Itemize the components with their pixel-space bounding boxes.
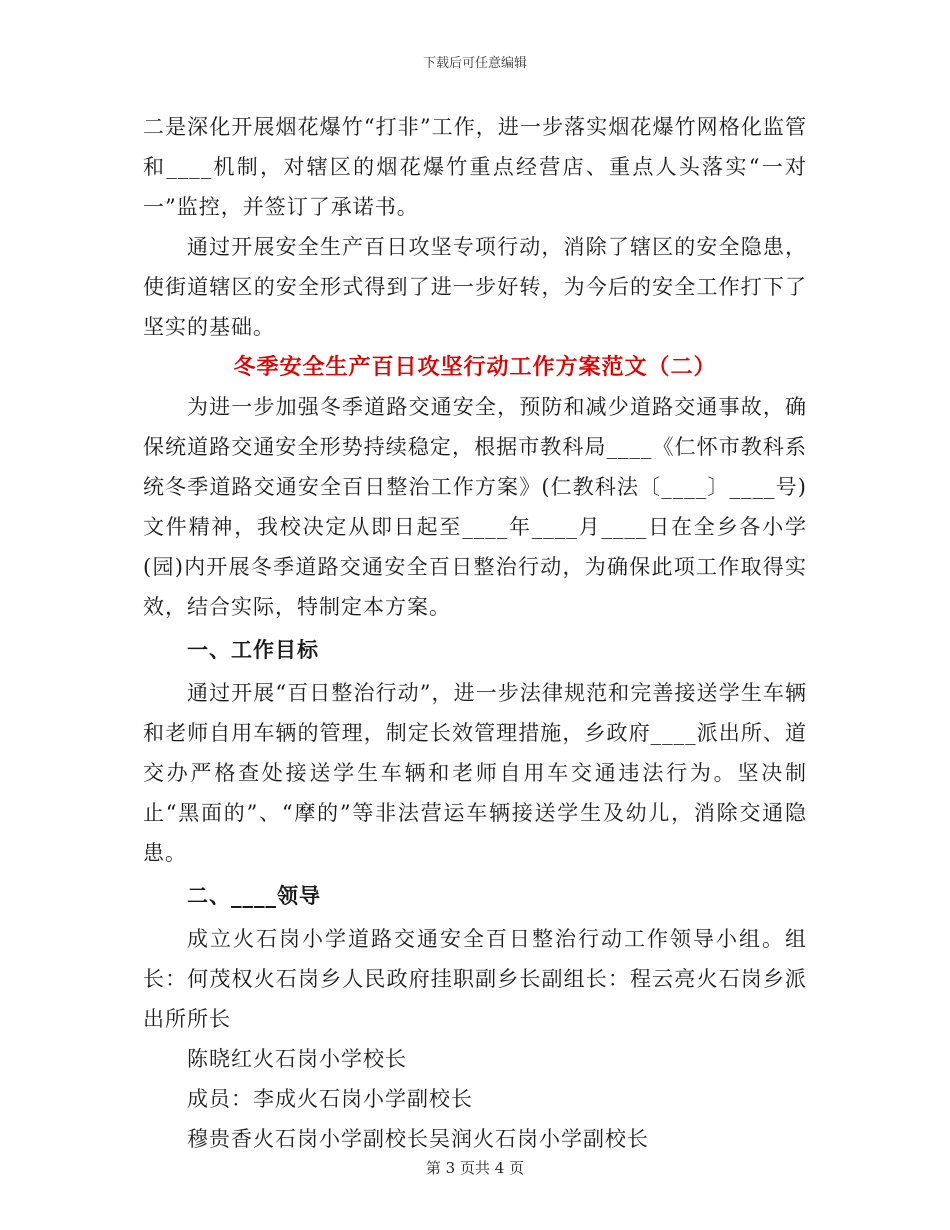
paragraph-members: 成员：李成火石岗小学副校长 [187, 1087, 473, 1111]
paragraph-vice-principals: 穆贵香火石岗小学副校长吴润火石岗小学副校长 [187, 1127, 649, 1151]
document-body [143, 107, 807, 1159]
paragraph-intro: 为进一步加强冬季道路交通安全，预防和减少道路交通事故，确保统道路交通安全形势持续稳定，根据市教科局____《仁怀市教科系统冬季道路交通安全百日整治工作方案》(仁教科法〔____〕____号)文件精神，我校决定从即日起至____年____月____日在全乡各小学(园)内开展冬季道路交通安全百日整治行动，为确保此项工作取得实效，结合实际，特制定本方案。 [143, 395, 807, 619]
paragraph-principal: 陈晓红火石岗小学校长 [187, 1047, 407, 1071]
page-footer: 第 3 页共 4 页 [425, 1159, 525, 1177]
paragraph-goal: 通过开展“百日整治行动”，进一步法律规范和完善接送学生车辆和老师自用车辆的管理，制定长效管理措施，乡政府____派出所、道交办严格查处接送学生车辆和老师自用车交通违法行为。坚决制止“黑面的”、“摩的”等非法营运车辆接送学生及幼儿，消除交通隐患。 [143, 681, 807, 865]
heading-leadership: 二、____领导 [187, 883, 321, 908]
paragraph-leader-group: 成立火石岗小学道路交通安全百日整治行动工作领导小组。组长：何茂权火石岗乡人民政府挂职副乡长副组长：程云亮火石岗乡派出所所长 [143, 927, 807, 1031]
section-title: 冬季安全生产百日攻坚行动工作方案范文（二） [233, 354, 717, 380]
paragraph-fireworks: 二是深化开展烟花爆竹“打非”工作，进一步落实烟花爆竹网格化监管和____机制，对辖区的烟花爆竹重点经营店、重点人头落实“一对一”监控，并签订了承诺书。 [143, 115, 807, 219]
paragraph-summary: 通过开展安全生产百日攻坚专项行动，消除了辖区的安全隐患，使街道辖区的安全形式得到了进一步好转，为今后的安全工作打下了坚实的基础。 [143, 235, 807, 339]
page-header: 下载后可任意编辑 [422, 56, 527, 71]
heading-work-goal: 一、工作目标 [187, 637, 319, 662]
